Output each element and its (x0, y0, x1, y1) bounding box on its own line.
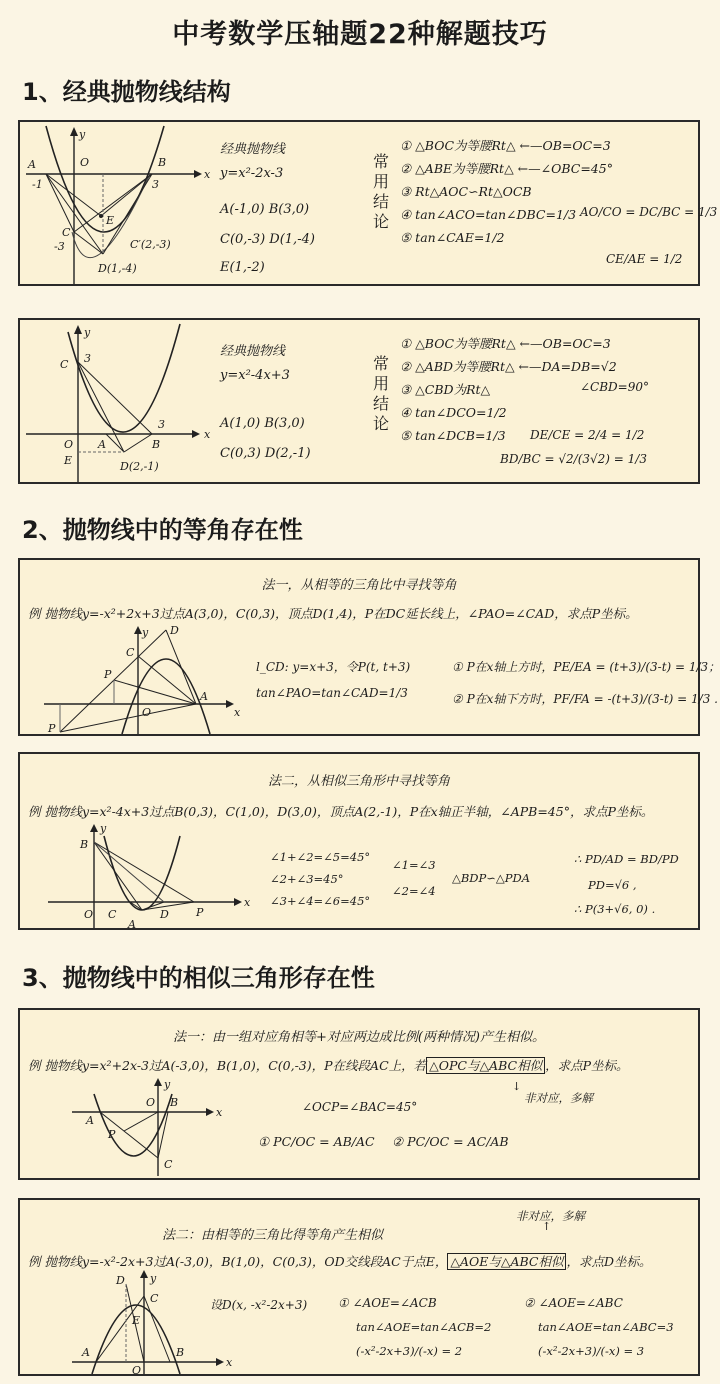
graph2-label-3b: 3 (158, 418, 165, 431)
graph2-label-y: y (84, 326, 91, 339)
card-classic-parabola-2 (18, 318, 700, 484)
card1-points-CD: C(0,-3) D(1,-4) (220, 232, 315, 247)
graph5-label-x: x (216, 1106, 223, 1119)
graph2-label-B: B (152, 438, 161, 451)
page-title: 中考数学压轴题22种解题技巧 (172, 19, 548, 50)
graph4-label-C: C (108, 908, 117, 921)
graph2-label-C: C (60, 358, 69, 371)
card2-side-note-3: BD/BC = √2/(3√2) = 1/3 (500, 452, 647, 466)
card1-point-E: E(1,-2) (220, 260, 265, 275)
card5-note: 非对应，多解 (524, 1091, 593, 1105)
section-1-heading: 1、经典抛物线结构 (22, 78, 231, 106)
graph4-label-B: B (80, 838, 89, 851)
card5-arrow-note: ↓ (512, 1080, 522, 1093)
card6-example-post: ，求点D坐标。 (566, 1254, 652, 1269)
card1-side-note-1: AO/CO = DC/BC = 1/3 (580, 205, 718, 219)
graph1-label-A: A (28, 158, 36, 171)
graph5-label-C: C (164, 1158, 173, 1171)
graph6-label-B: B (176, 1346, 185, 1359)
card6-example-highlight: △AOE与△ABC相似 (447, 1253, 566, 1270)
parabola-graph-1 (24, 124, 224, 286)
card2-conclusion-2: ② △ABD为等腰Rt△ ←—DA=DB=√2 (400, 359, 617, 374)
graph3-label-O: O (142, 706, 152, 719)
graph5-label-O: O (146, 1096, 156, 1109)
graph2-label-x: x (204, 428, 211, 441)
graph3-label-D: D (170, 624, 179, 637)
graph6-label-O: O (132, 1364, 142, 1377)
card3-line-2: tan∠PAO=tan∠CAD=1/3 (256, 686, 408, 700)
card2-side-note-1: ∠CBD=90° (580, 380, 649, 394)
graph1-label-C: C (62, 226, 71, 239)
card4-mid-1: ∠1=∠3 (392, 858, 436, 872)
graph2-label-A: A (98, 438, 106, 451)
graph4-label-P: P (196, 906, 204, 919)
card1-conclusion-4: ④ tan∠ACO=tan∠DBC=1/3 (400, 207, 577, 222)
card5-example-post: ，求点P坐标。 (545, 1058, 629, 1073)
similar-triangle-graph-1 (70, 1078, 223, 1178)
card1-conclusion-3: ③ Rt△AOC∽Rt△OCB (400, 184, 532, 199)
card5-example-pre: 例 抛物线y=x²+2x-3过A(-3,0)，B(1,0)，C(0,-3)，P在线段AC上，若 (28, 1058, 427, 1073)
card5-option-1: ① PC/OC = AB/AC (258, 1134, 375, 1149)
card5-example (28, 1056, 629, 1074)
graph1-label-E: E (106, 214, 115, 227)
card4-example: 例 抛物线y=x²-4x+3过点B(0,3)，C(1,0)，D(3,0)，顶点A(2,-1)，P在x轴正半轴，∠APB=45°，求点P坐标。 (28, 804, 654, 819)
graph1-label-D: D(1,-4) (98, 262, 137, 275)
card6-case2-title: ② ∠AOE=∠ABC (524, 1296, 623, 1310)
card6-arrow-note: ↑ (542, 1220, 552, 1233)
graph3-label-x: x (234, 706, 241, 719)
graph6-label-D: D (116, 1274, 125, 1287)
card1-conclusion-1: ① △BOC为等腰Rt△ ←—OB=OC=3 (400, 138, 611, 153)
card1-heading: 经典抛物线 (220, 142, 286, 157)
card-equal-angle-method-1 (18, 558, 720, 736)
graph1-label-neg1: -1 (32, 178, 43, 191)
card1-conclusions (400, 134, 613, 249)
graph5-label-A: A (86, 1114, 94, 1127)
card4-angle-3: ∠3+∠4=∠6=45° (270, 894, 371, 908)
card1-side-note-2: CE/AE = 1/2 (606, 252, 683, 266)
graph5-label-P: P (108, 1128, 116, 1141)
card4-mid-3: △BDP∽△PDA (452, 871, 530, 885)
graph1-label-C-prime: C′(2,-3) (130, 238, 171, 251)
card2-heading: 经典抛物线 (220, 344, 286, 359)
graph1-label-B: B (158, 156, 167, 169)
card2-points-CD: C(0,3) D(2,-1) (220, 446, 311, 461)
card6-method: 法二：由相等的三角比得等角产生相似 (162, 1228, 384, 1243)
card2-equation: y=x²-4x+3 (220, 368, 290, 383)
card3-method: 法一，从相等的三角比中寻找等角 (261, 578, 457, 593)
card6-case1-eq: (-x²-2x+3)/(-x) = 2 (356, 1344, 463, 1358)
card5-example-highlight: △OPC与△ABC相似 (426, 1057, 545, 1074)
graph4-label-y: y (100, 822, 107, 835)
graph6-label-E: E (132, 1314, 141, 1327)
graph5-label-y: y (164, 1078, 171, 1091)
graph1-label-y: y (79, 128, 86, 141)
graph6-label-y: y (150, 1272, 157, 1285)
card5-method: 法一：由一组对应角相等+对应两边成比例(两种情况)产生相似。 (172, 1030, 546, 1045)
card6-let: 设D(x, -x²-2x+3) (210, 1298, 308, 1312)
card5-option-2: ② PC/OC = AC/AB (392, 1134, 509, 1149)
section-2-heading: 2、抛物线中的等角存在性 (22, 516, 303, 544)
card2-conclusion-1: ① △BOC为等腰Rt△ ←—OB=OC=3 (400, 336, 611, 351)
card6-case2-tan: tan∠AOE=tan∠ABC=3 (538, 1320, 674, 1334)
parabola-graph-2 (24, 322, 224, 484)
card6-case2-eq: (-x²-2x+3)/(-x) = 3 (538, 1344, 645, 1358)
graph2-label-3: 3 (84, 352, 91, 365)
card4-mid-2: ∠2=∠4 (392, 884, 436, 898)
graph1-label-x: x (204, 168, 211, 181)
graph3-label-P-upper: P (104, 668, 112, 681)
card2-points-AB: A(1,0) B(3,0) (220, 416, 305, 431)
graph4-label-A: A (128, 918, 136, 931)
section-3-heading: 3、抛物线中的相似三角形存在性 (22, 964, 375, 992)
graph3-label-P-lower: P (48, 722, 56, 735)
card4-result-1: ∴ PD/AD = BD/PD (574, 852, 679, 866)
graph6-label-x: x (226, 1356, 233, 1369)
card-classic-parabola-1 (18, 120, 718, 286)
card2-conclusion-5: ⑤ tan∠DCB=1/3 (400, 428, 506, 443)
equal-angle-graph-2 (44, 822, 254, 930)
card4-result-3: ∴ P(3+√6, 0) . (574, 902, 656, 916)
card2-conclusion-4: ④ tan∠DCO=1/2 (400, 405, 507, 420)
card4-result-2: PD=√6 , (588, 878, 637, 892)
card1-points-AB: A(-1,0) B(3,0) (220, 202, 310, 217)
card6-note: 非对应，多解 (516, 1209, 585, 1223)
graph4-label-D: D (160, 908, 169, 921)
similar-triangle-graph-2 (70, 1270, 233, 1377)
card1-conclusion-5: ⑤ tan∠CAE=1/2 (400, 230, 505, 245)
card4-angle-2: ∠2+∠3=45° (270, 872, 344, 886)
card5-equation: ∠OCP=∠BAC=45° (302, 1100, 418, 1114)
graph5-label-B: B (170, 1096, 179, 1109)
graph1-label-O: O (80, 156, 90, 169)
graph2-label-O: O (64, 438, 74, 451)
card-equal-angle-method-2 (18, 752, 700, 930)
card-similar-triangle-method-2 (18, 1198, 700, 1376)
graph4-label-O: O (84, 908, 94, 921)
graph2-label-E: E (64, 454, 73, 467)
card2-conclusion-3: ③ △CBD为Rt△ (400, 382, 491, 397)
equal-angle-graph-1 (42, 624, 242, 736)
card3-right-1: ① P在x轴上方时，PE/EA = (t+3)/(3-t) = 1/3； (452, 660, 720, 674)
card1-conclusion-2: ② △ABE为等腰Rt△ ←—∠OBC=45° (400, 161, 613, 176)
card4-method: 法二，从相似三角形中寻找等角 (267, 774, 450, 789)
graph6-label-C: C (150, 1292, 159, 1305)
graph4-label-x: x (244, 896, 251, 909)
graph1-label-neg3: -3 (54, 240, 65, 253)
card3-line-1: l_CD: y=x+3，令P(t, t+3) (256, 660, 411, 674)
card6-case1-title: ① ∠AOE=∠ACB (338, 1296, 437, 1310)
card6-example-pre: 例 抛物线y=-x²-2x+3过A(-3,0)，B(1,0)，C(0,3)，OD交线段AC于点E， (28, 1254, 448, 1269)
graph1-label-3: 3 (152, 178, 159, 191)
graph3-label-C: C (126, 646, 135, 659)
card1-equation: y=x²-2x-3 (220, 166, 284, 181)
graph2-label-D: D(2,-1) (120, 460, 159, 473)
card6-example (28, 1252, 652, 1270)
card6-case1-tan: tan∠AOE=tan∠ACB=2 (356, 1320, 492, 1334)
graph6-label-A: A (82, 1346, 90, 1359)
graph3-label-A: A (200, 690, 208, 703)
card2-side-note-2: DE/CE = 2/4 = 1/2 (530, 428, 645, 442)
card3-example: 例 抛物线y=-x²+2x+3过点A(3,0)，C(0,3)，顶点D(1,4)，P在DC延长线上，∠PAO=∠CAD，求点P坐标。 (28, 606, 638, 621)
card3-right-2: ② P在x轴下方时，PF/FA = -(t+3)/(3-t) = 1/3 . (452, 692, 718, 706)
card2-vertical-label: 常 用 结 论 (372, 354, 389, 433)
card-similar-triangle-method-1 (18, 1008, 700, 1180)
card1-vertical-label: 常 用 结 论 (372, 152, 389, 231)
card4-angle-1: ∠1+∠2=∠5=45° (270, 850, 371, 864)
graph3-label-y: y (142, 626, 149, 639)
